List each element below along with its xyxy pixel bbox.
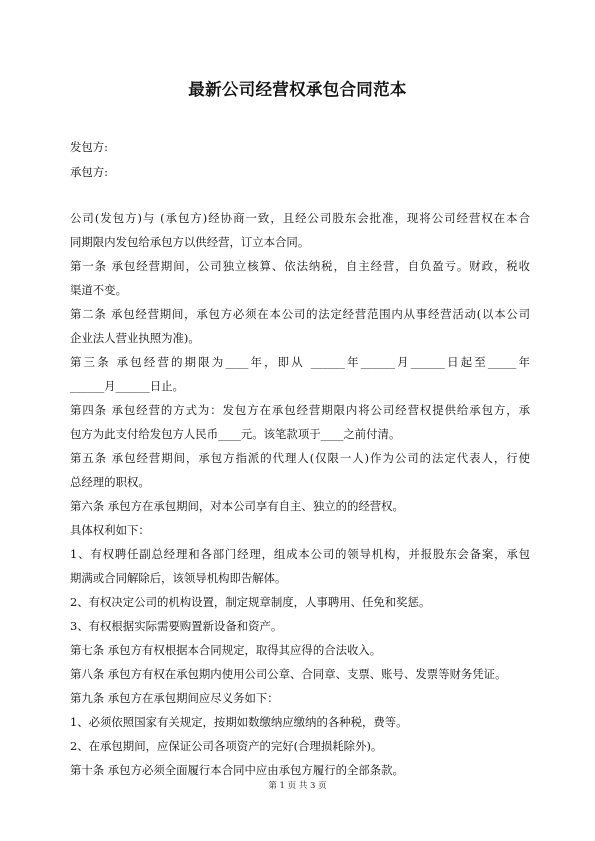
right-1-line-1: 1、有权聘任副总经理和各部门经理，组成本公司的领导机构，并报股东会备案，承包 bbox=[70, 547, 530, 561]
article-1-line-1: 第一条 承包经营期间，公司独立核算、依法纳税，自主经营，自负盈亏。财政，税收 bbox=[70, 259, 530, 273]
article-3-line-1: 第三条 承包经营的期限为____年，即从 ______年______月______日起至_____年 bbox=[70, 355, 530, 369]
page-number-footer: 第 1 页 共 3 页 bbox=[268, 781, 327, 791]
right-3-line: 3、有权根据实际需要购置新设备和资产。 bbox=[70, 619, 283, 633]
article-3-line-2: ______月______日止。 bbox=[70, 379, 184, 393]
article-8-line: 第八条 承包方有权在承包期内使用公司公章、合同章、支票、账号、发票等财务凭证。 bbox=[70, 667, 507, 681]
rights-heading: 具体权利如下： bbox=[70, 523, 150, 537]
article-4-line-2: 包方为此支付给发包方人民币____元。该笔款项于____之前付清。 bbox=[70, 427, 401, 441]
article-7-line: 第七条 承包方有权根据本合同规定，取得其应得的合法收入。 bbox=[70, 643, 382, 657]
article-9-line: 第九条 承包方在承包期间应尽义务如下： bbox=[70, 691, 279, 705]
article-2-line-1: 第二条 承包经营期间，承包方必须在本公司的法定经营范围内从事经营活动(以本公司 bbox=[70, 307, 530, 321]
article-4-line-1: 第四条 承包经营的方式为：发包方在承包经营期限内将公司经营权提供给承包方，承 bbox=[70, 403, 530, 417]
article-1-line-2: 渠道不变。 bbox=[70, 283, 127, 297]
article-5-line-1: 第五条 承包经营期间，承包方指派的代理人(仅限一人)作为公司的法定代表人，行使 bbox=[70, 451, 530, 465]
party-a-label: 发包方: bbox=[70, 140, 109, 154]
right-1-line-2: 期满或合同解除后，该领导机构即告解体。 bbox=[70, 571, 287, 585]
article-6-line: 第六条 承包方在承包期间，对本公司享有自主、独立的的经营权。 bbox=[70, 499, 404, 513]
preamble-line-2: 同期限内发包给承包方以供经营，订立本合同。 bbox=[70, 235, 310, 249]
party-b-label: 承包方: bbox=[70, 165, 109, 179]
right-2-line: 2、有权决定公司的机构设置，制定规章制度，人事聘用、任免和奖惩。 bbox=[70, 595, 431, 609]
duty-1-line: 1、必须依照国家有关规定，按期如数缴纳应缴纳的各种税，费等。 bbox=[70, 715, 408, 729]
document-title: 最新公司经营权承包合同范本 bbox=[188, 80, 407, 99]
article-2-line-2: 企业法人营业执照为准)。 bbox=[70, 331, 200, 345]
article-10-line: 第十条 承包方必须全面履行本合同中应由承包方履行的全部条款。 bbox=[70, 763, 404, 777]
duty-2-line: 2、在承包期间，应保证公司各项资产的完好(合理损耗除外)。 bbox=[70, 739, 383, 753]
preamble-line-1: 公司(发包方)与 (承包方)经协商一致，且经公司股东会批准，现将公司经营权在本合 bbox=[70, 211, 530, 225]
article-5-line-2: 总经理的职权。 bbox=[70, 475, 150, 489]
